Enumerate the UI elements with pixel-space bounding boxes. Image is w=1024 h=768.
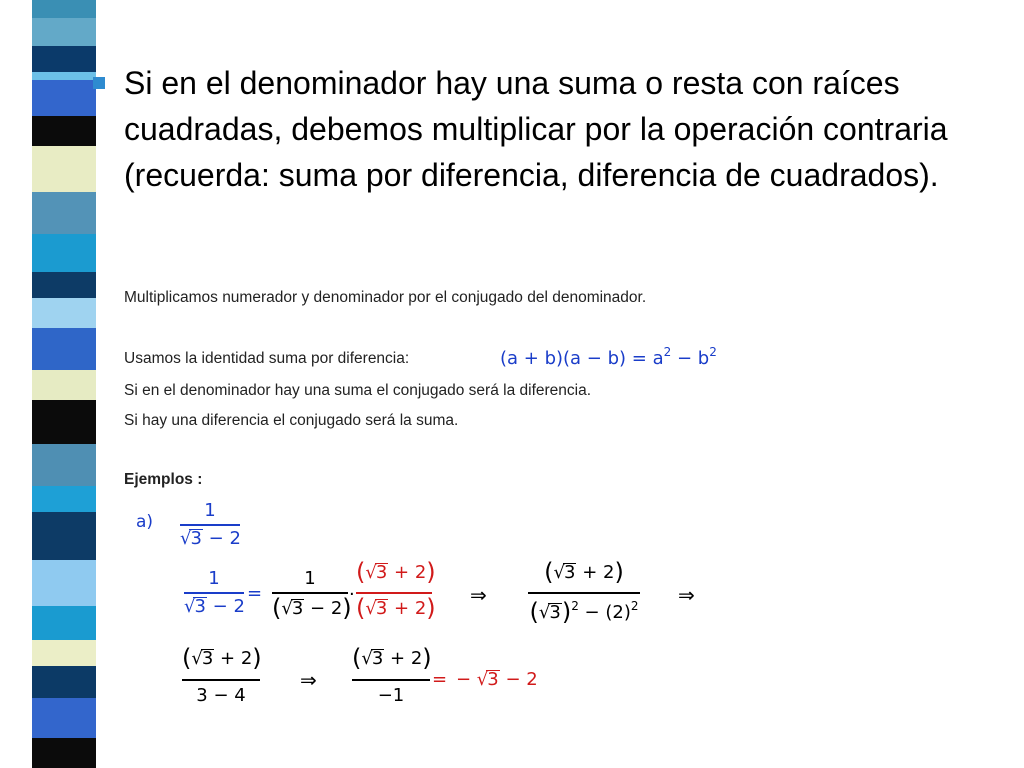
fraction-one-over-denominator: 1 (√3 − 2) [272,568,352,622]
strip-block [32,640,96,666]
decorative-strip [32,0,96,768]
identity-formula: $(a + b)(a - b) = a^2 - b^2$ [500,345,717,369]
negative-denominator-fraction: (√3 + 2) −1 [352,644,432,706]
bullet-square-icon [93,77,105,89]
strip-block [32,606,96,640]
strip-block [32,80,96,116]
strip-block [32,234,96,272]
note-line-2: Usamos la identidad suma por diferencia: [124,350,410,367]
strip-block [32,272,96,298]
strip-block [32,444,96,486]
strip-block [32,18,96,46]
implies-arrow: ⇒ [470,583,487,607]
strip-block [32,400,96,444]
strip-block [32,512,96,560]
examples-heading: Ejemplos : [124,471,203,488]
strip-block [32,486,96,512]
strip-block [32,116,96,146]
equals-sign: = [432,669,448,690]
strip-block [32,146,96,192]
note-line-4: Si hay una diferencia el conjugado será la suma. [124,412,459,429]
strip-block [32,560,96,606]
difference-of-squares-fraction: (√3 + 2) $(√3)^2 - (2)^2$ [529,558,639,626]
strip-block [32,738,96,768]
strip-block [32,0,96,18]
implies-arrow: ⇒ [300,668,317,692]
strip-block [32,666,96,698]
strip-block [32,370,96,400]
example-label: a) [136,512,154,532]
bullet-paragraph: Si en el denominador hay una suma o resta con raíces cuadradas, debemos multiplicar por la operación contraria (recuerda: suma por diferencia, diferencia de cuadrados). [124,65,948,193]
strip-block [32,192,96,234]
strip-block [32,698,96,738]
implies-arrow: ⇒ [678,583,695,607]
strip-block [32,46,96,72]
strip-block [32,298,96,328]
note-line-1: Multiplicamos numerador y denominador por el conjugado del denominador. [124,289,647,306]
strip-block [32,328,96,370]
equals-sign: = [247,583,263,604]
multiply-dot: · [349,584,355,605]
note-line-3: Si en el denominador hay una suma el conjugado será la diferencia. [124,382,592,399]
fraction-lhs: 1 √3 − 2 [184,568,245,617]
given-fraction: 1 √3 − 2 [180,500,241,549]
final-result: − √3 − 2 [456,669,538,690]
conjugate-fraction: (√3 + 2) (√3 + 2) [356,558,436,622]
simplified-fraction: (√3 + 2) 3 − 4 [182,644,262,706]
strip-block [32,72,96,80]
